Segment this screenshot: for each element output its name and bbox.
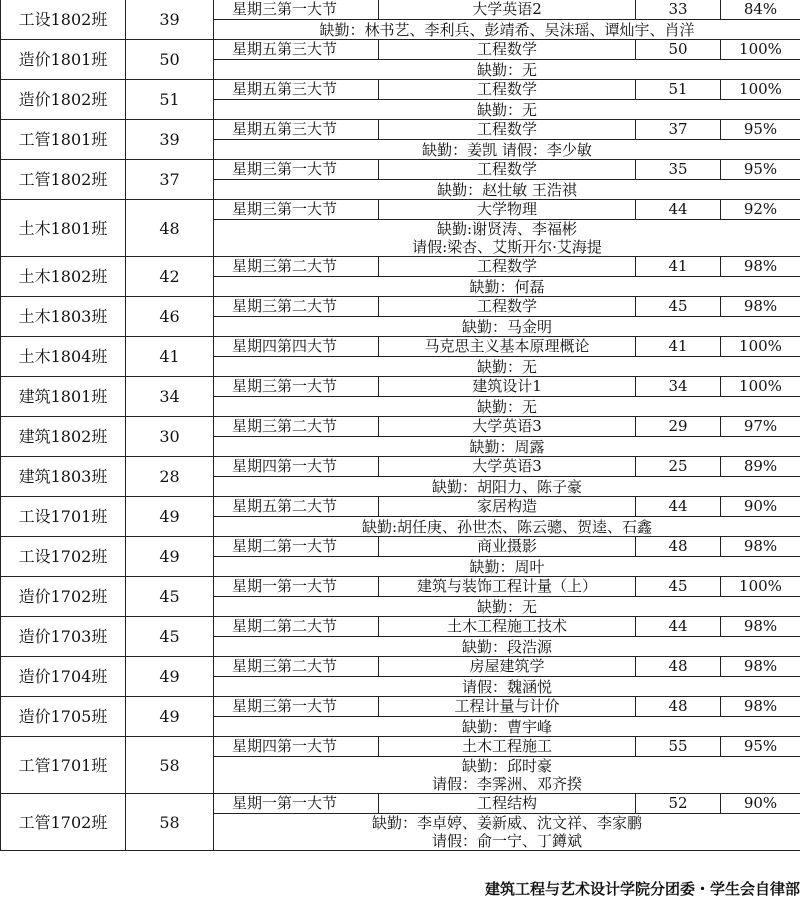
present-count-cell: 44 xyxy=(636,200,721,220)
present-count-cell: 44 xyxy=(636,497,721,517)
class-time-cell: 星期一第一大节 xyxy=(214,794,379,814)
present-count-cell: 52 xyxy=(636,794,721,814)
record-row xyxy=(1,497,800,517)
present-count-cell: 55 xyxy=(636,737,721,757)
class-time-cell: 星期五第三大节 xyxy=(214,80,379,100)
class-name-cell: 造价1702班 xyxy=(1,577,126,617)
present-count-cell: 45 xyxy=(636,297,721,317)
absence-note-line: 缺勤：胡阳力、陈子豪 xyxy=(431,477,582,496)
record-row xyxy=(1,80,800,100)
class-time-cell: 星期一第一大节 xyxy=(214,577,379,597)
record-row xyxy=(1,120,800,140)
class-time-cell: 星期三第二大节 xyxy=(214,297,379,317)
class-name-cell: 土木1801班 xyxy=(1,200,126,257)
enrolled-count-cell: 39 xyxy=(126,0,214,40)
course-name-cell: 土木工程施工技术 xyxy=(379,617,636,637)
attendance-rate-cell: 89% xyxy=(721,457,800,477)
attendance-rate-cell: 100% xyxy=(721,337,800,357)
attendance-rate-cell: 90% xyxy=(721,497,800,517)
enrolled-count-cell: 37 xyxy=(126,160,214,200)
attendance-rate-cell: 97% xyxy=(721,417,800,437)
absence-notes-cell xyxy=(214,277,800,297)
footer-organization: 建筑工程与艺术设计学院分团委・学生会自律部 xyxy=(484,880,800,898)
absence-note-line: 缺勤：姜凯 请假：李少敏 xyxy=(422,140,592,159)
class-name-cell: 建筑1802班 xyxy=(1,417,126,457)
absence-note-line: 请假：李霁洲、邓齐揆 xyxy=(431,775,582,793)
present-count-cell: 41 xyxy=(636,257,721,277)
absence-notes-cell xyxy=(214,757,800,794)
class-time-cell: 星期三第一大节 xyxy=(214,200,379,220)
present-count-cell: 35 xyxy=(636,160,721,180)
class-time-cell: 星期三第一大节 xyxy=(214,160,379,180)
present-count-cell: 48 xyxy=(636,537,721,557)
absence-note-line: 缺勤：李卓婷、姜新威、沈文祥、李家鹏 xyxy=(371,814,642,832)
course-name-cell: 工程结构 xyxy=(379,794,636,814)
class-name-cell: 造价1802班 xyxy=(1,80,126,120)
absence-note-line: 缺勤：无 xyxy=(476,397,537,416)
absence-notes-cell xyxy=(214,677,800,697)
attendance-rate-cell: 100% xyxy=(721,577,800,597)
attendance-rate-cell: 95% xyxy=(721,737,800,757)
course-name-cell: 家居构造 xyxy=(379,497,636,517)
enrolled-count-cell: 46 xyxy=(126,297,214,337)
class-time-cell: 星期二第一大节 xyxy=(214,537,379,557)
attendance-table-body xyxy=(1,0,800,851)
absence-notes-cell xyxy=(214,100,800,120)
present-count-cell: 48 xyxy=(636,697,721,717)
attendance-rate-cell: 98% xyxy=(721,297,800,317)
class-name-cell: 工设1802班 xyxy=(1,0,126,40)
class-name-cell: 土木1802班 xyxy=(1,257,126,297)
present-count-cell: 33 xyxy=(636,0,721,20)
record-row xyxy=(1,200,800,220)
class-name-cell: 工管1801班 xyxy=(1,120,126,160)
course-name-cell: 工程数学 xyxy=(379,257,636,277)
present-count-cell: 37 xyxy=(636,120,721,140)
present-count-cell: 29 xyxy=(636,417,721,437)
absence-notes-cell xyxy=(214,637,800,657)
absence-notes-cell xyxy=(214,437,800,457)
class-name-cell: 工设1701班 xyxy=(1,497,126,537)
class-name-cell: 建筑1801班 xyxy=(1,377,126,417)
enrolled-count-cell: 49 xyxy=(126,657,214,697)
record-row xyxy=(1,0,800,20)
absence-note-line: 缺勤：无 xyxy=(476,100,537,119)
absence-notes-cell xyxy=(214,717,800,737)
record-row xyxy=(1,537,800,557)
record-row xyxy=(1,337,800,357)
enrolled-count-cell: 45 xyxy=(126,617,214,657)
absence-notes-cell xyxy=(214,20,800,40)
present-count-cell: 25 xyxy=(636,457,721,477)
course-name-cell: 大学英语3 xyxy=(379,457,636,477)
course-name-cell: 工程计量与计价 xyxy=(379,697,636,717)
course-name-cell: 大学英语3 xyxy=(379,417,636,437)
attendance-rate-cell: 100% xyxy=(721,80,800,100)
course-name-cell: 工程数学 xyxy=(379,80,636,100)
present-count-cell: 34 xyxy=(636,377,721,397)
enrolled-count-cell: 41 xyxy=(126,337,214,377)
attendance-rate-cell: 100% xyxy=(721,40,800,60)
enrolled-count-cell: 45 xyxy=(126,577,214,617)
class-time-cell: 星期三第一大节 xyxy=(214,697,379,717)
class-time-cell: 星期三第二大节 xyxy=(214,657,379,677)
attendance-rate-cell: 95% xyxy=(721,120,800,140)
record-row xyxy=(1,160,800,180)
class-time-cell: 星期五第三大节 xyxy=(214,40,379,60)
course-name-cell: 工程数学 xyxy=(379,297,636,317)
course-name-cell: 工程数学 xyxy=(379,160,636,180)
absence-notes-cell xyxy=(214,140,800,160)
absence-note-line: 请假：俞一宁、丁鐏斌 xyxy=(431,832,582,850)
course-name-cell: 建筑设计1 xyxy=(379,377,636,397)
absence-note-line: 缺勤：无 xyxy=(476,597,537,616)
attendance-rate-cell: 90% xyxy=(721,794,800,814)
enrolled-count-cell: 50 xyxy=(126,40,214,80)
absence-note-line: 请假:梁杏、艾斯开尔·艾海提 xyxy=(412,238,602,256)
present-count-cell: 50 xyxy=(636,40,721,60)
course-name-cell: 商业摄影 xyxy=(379,537,636,557)
record-row xyxy=(1,697,800,717)
absence-notes-cell xyxy=(214,597,800,617)
attendance-rate-cell: 100% xyxy=(721,377,800,397)
absence-notes-cell xyxy=(214,220,800,257)
enrolled-count-cell: 58 xyxy=(126,737,214,794)
class-name-cell: 工管1701班 xyxy=(1,737,126,794)
record-row xyxy=(1,794,800,814)
record-row xyxy=(1,40,800,60)
enrolled-count-cell: 48 xyxy=(126,200,214,257)
class-time-cell: 星期二第二大节 xyxy=(214,617,379,637)
absence-notes-cell xyxy=(214,814,800,851)
absence-note-line: 缺勤：赵壮敏 王浩祺 xyxy=(437,180,577,199)
attendance-rate-cell: 98% xyxy=(721,697,800,717)
class-name-cell: 工管1802班 xyxy=(1,160,126,200)
enrolled-count-cell: 49 xyxy=(126,697,214,737)
class-time-cell: 星期四第一大节 xyxy=(214,457,379,477)
record-row xyxy=(1,257,800,277)
class-name-cell: 造价1704班 xyxy=(1,657,126,697)
course-name-cell: 工程数学 xyxy=(379,40,636,60)
absence-notes-cell xyxy=(214,557,800,577)
attendance-rate-cell: 98% xyxy=(721,537,800,557)
attendance-rate-cell: 84% xyxy=(721,0,800,20)
absence-notes-cell xyxy=(214,477,800,497)
absence-note-line: 缺勤：无 xyxy=(476,357,537,376)
present-count-cell: 48 xyxy=(636,657,721,677)
enrolled-count-cell: 42 xyxy=(126,257,214,297)
absence-note-line: 缺勤：段浩源 xyxy=(461,637,552,656)
absence-notes-cell xyxy=(214,180,800,200)
absence-notes-cell xyxy=(214,397,800,417)
record-row xyxy=(1,297,800,317)
enrolled-count-cell: 28 xyxy=(126,457,214,497)
course-name-cell: 大学英语2 xyxy=(379,0,636,20)
enrolled-count-cell: 39 xyxy=(126,120,214,160)
absence-note-line: 缺勤：邱时豪 xyxy=(461,757,552,775)
present-count-cell: 45 xyxy=(636,577,721,597)
enrolled-count-cell: 51 xyxy=(126,80,214,120)
absence-note-line: 缺勤：何磊 xyxy=(469,277,545,296)
record-row xyxy=(1,617,800,637)
class-time-cell: 星期三第一大节 xyxy=(214,0,379,20)
course-name-cell: 工程数学 xyxy=(379,120,636,140)
course-name-cell: 马克思主义基本原理概论 xyxy=(379,337,636,357)
enrolled-count-cell: 34 xyxy=(126,377,214,417)
course-name-cell: 大学物理 xyxy=(379,200,636,220)
class-time-cell: 星期四第一大节 xyxy=(214,737,379,757)
enrolled-count-cell: 49 xyxy=(126,537,214,577)
record-row xyxy=(1,657,800,677)
course-name-cell: 房屋建筑学 xyxy=(379,657,636,677)
class-time-cell: 星期三第一大节 xyxy=(214,377,379,397)
absence-note-line: 缺勤：马金明 xyxy=(461,317,552,336)
absence-notes-cell xyxy=(214,517,800,537)
class-name-cell: 建筑1803班 xyxy=(1,457,126,497)
record-row xyxy=(1,577,800,597)
absence-notes-cell xyxy=(214,357,800,377)
absence-note-line: 缺勤:谢贤涛、李福彬 xyxy=(436,220,578,238)
absence-notes-cell xyxy=(214,60,800,80)
class-name-cell: 土木1803班 xyxy=(1,297,126,337)
enrolled-count-cell: 58 xyxy=(126,794,214,851)
class-time-cell: 星期三第二大节 xyxy=(214,257,379,277)
class-time-cell: 星期三第二大节 xyxy=(214,417,379,437)
class-name-cell: 工设1702班 xyxy=(1,537,126,577)
absence-notes-cell xyxy=(214,317,800,337)
class-time-cell: 星期五第二大节 xyxy=(214,497,379,517)
record-row xyxy=(1,457,800,477)
record-row xyxy=(1,417,800,437)
enrolled-count-cell: 49 xyxy=(126,497,214,537)
absence-note-line: 请假：魏涵悦 xyxy=(461,677,552,696)
attendance-rate-cell: 95% xyxy=(721,160,800,180)
absence-note-line: 缺勤：林书艺、李利兵、彭靖希、吴沫瑶、谭灿宇、肖洋 xyxy=(319,20,695,39)
class-name-cell: 造价1703班 xyxy=(1,617,126,657)
attendance-rate-cell: 98% xyxy=(721,657,800,677)
class-time-cell: 星期五第三大节 xyxy=(214,120,379,140)
class-name-cell: 造价1801班 xyxy=(1,40,126,80)
attendance-rate-cell: 92% xyxy=(721,200,800,220)
absence-note-line: 缺勤：周露 xyxy=(469,437,545,456)
absence-note-line: 缺勤：无 xyxy=(476,60,537,79)
absence-note-line: 缺勤：周叶 xyxy=(469,557,545,576)
absence-note-line: 缺勤：曹宇峰 xyxy=(461,717,552,736)
record-row xyxy=(1,737,800,757)
class-name-cell: 土木1804班 xyxy=(1,337,126,377)
attendance-rate-cell: 98% xyxy=(721,257,800,277)
course-name-cell: 建筑与装饰工程计量（上） xyxy=(379,577,636,597)
enrolled-count-cell: 30 xyxy=(126,417,214,457)
class-name-cell: 工管1702班 xyxy=(1,794,126,851)
present-count-cell: 41 xyxy=(636,337,721,357)
absence-note-line: 缺勤:胡任庚、孙世杰、陈云骢、贺逵、石鑫 xyxy=(361,517,653,536)
present-count-cell: 51 xyxy=(636,80,721,100)
course-name-cell: 土木工程施工 xyxy=(379,737,636,757)
class-name-cell: 造价1705班 xyxy=(1,697,126,737)
record-row xyxy=(1,377,800,397)
attendance-rate-cell: 98% xyxy=(721,617,800,637)
present-count-cell: 44 xyxy=(636,617,721,637)
class-time-cell: 星期四第四大节 xyxy=(214,337,379,357)
